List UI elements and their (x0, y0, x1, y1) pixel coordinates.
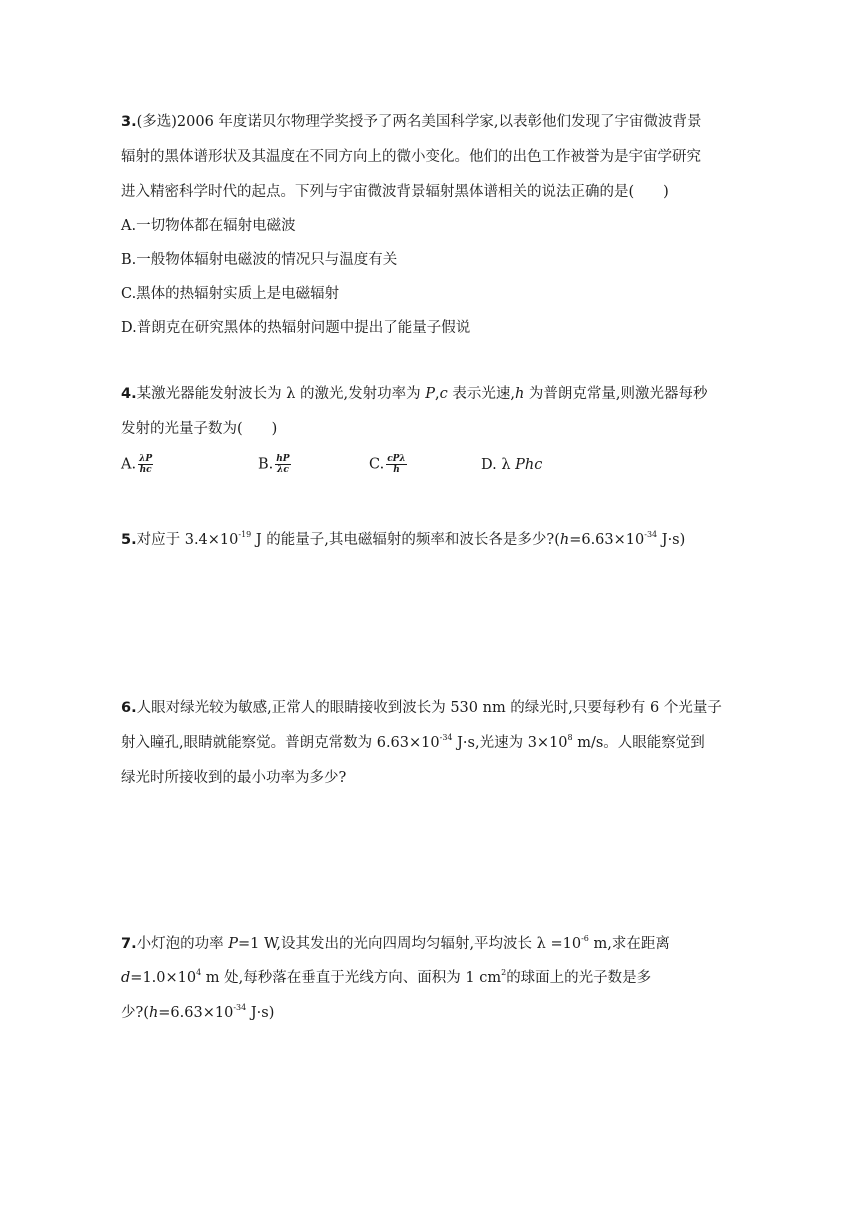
q7-exponent-4: -34 (233, 1003, 247, 1012)
q5-exponent-2: -34 (644, 530, 658, 539)
q6-line-2 (121, 733, 705, 753)
q5-number: 5. (121, 532, 137, 548)
q7-number: 7. (121, 936, 137, 952)
q3-option-a: A.一切物体都在辐射电磁波 (121, 218, 296, 234)
q3-line-3: 进入精密科学时代的起点。下列与宇宙微波背景辐射黑体谱相关的说法正确的是( ) (121, 184, 669, 200)
q5-var-h: h (559, 532, 570, 548)
q4-option-c-fraction (386, 454, 407, 475)
q7-text-1a: 小灯泡的功率 (136, 936, 229, 952)
q4-option-c-denominator: h (393, 465, 400, 475)
q7-text-2a: =1.0×10 (130, 970, 197, 986)
q6-exponent-2: 8 (567, 733, 573, 742)
q7-var-p: P (228, 936, 238, 952)
q4-var-h: h (514, 386, 525, 402)
q7-text-3a: 少?( (121, 1005, 149, 1021)
q5-text-d: J·s) (657, 532, 686, 548)
q5-line-1 (121, 530, 685, 550)
q7-exponent-3: 2 (501, 968, 507, 977)
q4-text-e: 为普朗克常量,则激光器每秒 (524, 386, 708, 402)
q4-text-a: 某激光器能发射波长为 λ 的激光,发射功率为 (136, 386, 426, 402)
q4-option-c-label: C. (369, 456, 385, 473)
q6-text-2a: 射入瞳孔,眼睛就能察觉。普朗克常数为 6.63×10 (121, 735, 440, 751)
q7-var-d: d (121, 970, 131, 986)
q6-text-1: 人眼对绿光较为敏感,正常人的眼睛接收到波长为 530 nm 的绿光时,只要每秒有 6 个光量子 (136, 700, 722, 716)
q4-option-a-label: A. (121, 456, 137, 473)
q3-number: 3. (121, 114, 137, 130)
q4-var-p: P (425, 386, 435, 402)
q7-var-h: h (148, 1005, 159, 1021)
q4-line-1 (121, 384, 708, 404)
q4-text-b: , (435, 386, 440, 402)
q4-option-b (258, 454, 291, 475)
q4-number: 4. (121, 386, 137, 402)
q5-text-a: 对应于 3.4×10 (136, 532, 239, 548)
q4-option-b-numerator: hP (276, 454, 290, 464)
q4-option-a-fraction (138, 454, 153, 475)
q7-text-2b: m 处,每秒落在垂直于光线方向、面积为 1 cm (201, 970, 502, 986)
q4-option-b-label: B. (258, 456, 274, 473)
q4-option-a-numerator: λP (139, 454, 153, 464)
q4-option-a (121, 454, 153, 475)
q7-text-1b: =1 W,设其发出的光向四周均匀辐射,平均波长 λ =10 (237, 936, 582, 952)
q4-var-c: c (439, 386, 448, 402)
q4-option-d-expression: Phc (515, 457, 543, 473)
q6-line-3: 绿光时所接收到的最小功率为多少? (121, 770, 347, 786)
q4-text-d: 表示光速, (447, 386, 515, 402)
q4-option-c (369, 454, 407, 475)
q3-option-d: D.普朗克在研究黑体的热辐射问题中提出了能量子假说 (121, 320, 471, 336)
q3-line-2: 辐射的黑体谱形状及其温度在不同方向上的微小变化。他们的出色工作被誉为是宇宙学研究 (121, 149, 701, 165)
q7-line-2 (121, 968, 651, 988)
q7-exponent-1: -6 (581, 934, 589, 943)
q7-text-3b: =6.63×10 (158, 1005, 234, 1021)
q7-line-3 (121, 1003, 274, 1023)
q4-option-c-numerator: cPλ (387, 454, 406, 464)
q7-text-3c: J·s) (246, 1005, 275, 1021)
q5-text-c: =6.63×10 (569, 532, 645, 548)
q3-line-1 (121, 112, 702, 132)
q7-exponent-2: 4 (196, 968, 202, 977)
q4-line-2: 发射的光量子数为( ) (121, 421, 278, 437)
q6-line-1 (121, 698, 722, 718)
q3-text-1: (多选)2006 年度诺贝尔物理学奖授予了两名美国科学家,以表彰他们发现了宇宙微波背景 (136, 114, 702, 130)
q4-option-b-denominator: λc (277, 465, 289, 475)
q3-option-c: C.黑体的热辐射实质上是电磁辐射 (121, 286, 340, 302)
q4-option-b-fraction (275, 454, 290, 475)
q4-option-d-label: D. λ (481, 457, 511, 473)
q4-option-d (481, 455, 542, 475)
q6-text-2b: J·s,光速为 3×10 (452, 735, 568, 751)
q5-exponent-1: -19 (238, 530, 252, 539)
q6-number: 6. (121, 700, 137, 716)
q7-text-1c: m,求在距离 (588, 936, 670, 952)
q6-exponent-1: -34 (439, 733, 453, 742)
q5-text-b: J 的能量子,其电磁辐射的频率和波长各是多少?( (251, 532, 560, 548)
q7-text-2c: 的球面上的光子数是多 (506, 970, 652, 986)
q3-option-b: B.一般物体辐射电磁波的情况只与温度有关 (121, 252, 398, 268)
q7-line-1 (121, 934, 670, 954)
q6-text-2c: m/s。人眼能察觉到 (572, 735, 705, 751)
q4-option-a-denominator: hc (139, 465, 152, 475)
